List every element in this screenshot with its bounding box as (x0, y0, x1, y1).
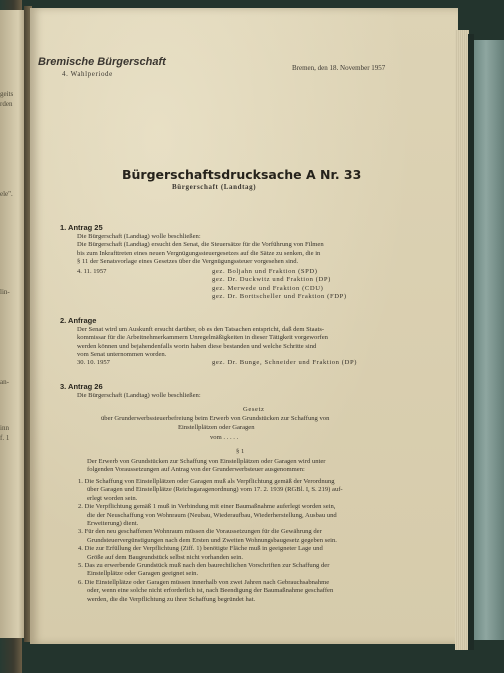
anfrage-date: 30. 10. 1957 (77, 359, 110, 366)
anfrage-text (77, 326, 328, 360)
section-heading: 1. Antrag 25 (60, 223, 103, 232)
law-date: vom . . . . . (210, 434, 239, 441)
list-line: 4. Die zur Erfüllung der Verpflichtung (Ziff. 1) benötigte Fläche muß in geeigneter Lage und (78, 545, 323, 553)
left-page-fragment: lin- (0, 288, 10, 296)
left-page-fragment: rden (0, 100, 13, 108)
antrag25-text (77, 233, 324, 267)
law-word: Gesetz (243, 406, 265, 413)
text-line: § 11 der Senatsvorlage eines Gesetzes über die Vergnügungssteuer vorgesehen sind. (77, 258, 299, 266)
section-heading: 2. Anfrage (60, 316, 97, 325)
text-line: Der Senat wird um Auskunft ersucht darüber, ob es den Tatsachen entspricht, daß dem Staats- (77, 326, 325, 333)
text-line: Die Bürgerschaft (Landtag) wolle beschließen: (77, 233, 201, 240)
document-title: Bürgerschaftsdrucksache A Nr. 33 (122, 167, 362, 182)
section-heading: 3. Antrag 26 (60, 382, 103, 391)
paragraph-sign: § 1 (236, 448, 245, 455)
list-line: Einstellplätze oder Garagen geeignet sein. (87, 570, 199, 578)
document-subtitle: Bürgerschaft (Landtag) (172, 183, 257, 191)
law-title-2: Einstellplätzen oder Garagen (178, 424, 255, 431)
text-line: werden können und bejahendenfalls worin haben diese bestanden und welche Schritte sind (77, 342, 317, 350)
text-line: bis zum Inkrafttreten eines neuen Vergnügungssteuergesetzes auf die Sätze zu senken, die in (77, 249, 321, 257)
left-page-fragment: geits (0, 90, 14, 98)
signature-line: gez. Merwede und Fraktion (CDU) (212, 284, 324, 292)
book-cover (474, 40, 504, 640)
list-line: werden, die die Verpflichtung zu ihrer Schaffung begründet hat. (87, 595, 256, 603)
antrag25-date: 4. 11. 1957 (77, 268, 107, 275)
letterhead-period: 4. Wahlperiode (62, 70, 113, 78)
left-page-fragment: ele". (0, 190, 13, 198)
left-page-fragment: f. 1 (0, 434, 10, 442)
list-line: oder, wenn eine solche nicht erforderlich ist, nach Beendigung der Baumaßnahme geschaffen (87, 587, 334, 595)
text-line: Der Erwerb von Grundstücken zur Schaffung von Einstellplätzen oder Garagen wird unter (87, 458, 326, 465)
left-page-fragment: an- (0, 378, 9, 386)
list-line: erlegt worden sein. (87, 494, 138, 502)
letterhead-date: Bremen, den 18. November 1957 (292, 64, 386, 72)
text-line: kommissar für die Arbeitnehmerkammern Unregelmäßigkeiten in dieser Tätigkeit vorgeworfen (77, 334, 328, 342)
antrag25-signatures (212, 268, 347, 302)
conditions-list (78, 478, 343, 604)
page-stack-edges (455, 30, 469, 650)
list-line: 3. Für den neu geschaffenen Wohnraum müssen die Voraussetzungen für die Gewährung der (78, 528, 322, 536)
list-line: Grundsteuervergünstigungen nach dem Ersten und Zweiten Wohnungsbaugesetz gegeben sein. (87, 536, 337, 544)
list-line: 1. Die Schaffung von Einstellplätzen oder Garagen muß als Verpflichtung gemäß der Verordnung (78, 478, 335, 485)
antrag26-intro: Die Bürgerschaft (Landtag) wolle beschließen: (77, 392, 201, 399)
signature-line: gez. Boljahn und Fraktion (SPD) (212, 268, 318, 275)
text-line: Die Bürgerschaft (Landtag) ersucht den Senat, die Steuersätze für die Vorführung von Filmen (77, 241, 324, 249)
text-line: folgenden Voraussetzungen auf Antrag von der Grunderwerbsteuer ausgenommen: (87, 466, 305, 474)
text-line: vom Senat unternommen worden. (77, 351, 167, 359)
list-line: 2. Die Verpflichtung gemäß 1 muß in Verbindung mit einer Baumaßnahme auferlegt worden sein, (78, 503, 336, 511)
left-page-edge (0, 10, 26, 638)
list-line: die der Neuschaffung von Wohnraum (Neubau, Wiederaufbau, Wiederherstellung, Ausbau und (87, 511, 337, 519)
list-line: 5. Das zu erwerbende Grundstück muß nach den baurechtlichen Vorschriften zur Schaffung der (78, 562, 330, 570)
list-line: über Garagen und Einstellplätze (Reichsgaragenordnung) vom 17. 2. 1939 (RGBl. I, S. 219) auf- (87, 486, 343, 494)
letterhead-org: Bremische Bürgerschaft (38, 56, 166, 68)
list-line: Erweiterung) dient. (87, 520, 139, 528)
list-line: 6. Die Einstellplätze oder Garagen müssen innerhalb von zwei Jahren nach Gebrauchsabnahme (78, 578, 330, 586)
signature-line: gez. Dr. Duckwitz und Fraktion (DP) (212, 276, 331, 284)
left-page-fragment: inn (0, 424, 9, 432)
list-line: Größe auf dem Baugrundstück selbst nicht vorhanden sein. (87, 553, 244, 561)
signature-line: gez. Dr. Borttscheller und Fraktion (FDP) (212, 293, 347, 301)
law-title-1: über Grunderwerbssteuerbefreiung beim Erwerb von Grundstücken zur Schaffung von (101, 415, 330, 422)
paragraph-text (87, 458, 325, 475)
anfrage-signature: gez. Dr. Bunge, Schneider und Fraktion (DP) (212, 359, 358, 366)
